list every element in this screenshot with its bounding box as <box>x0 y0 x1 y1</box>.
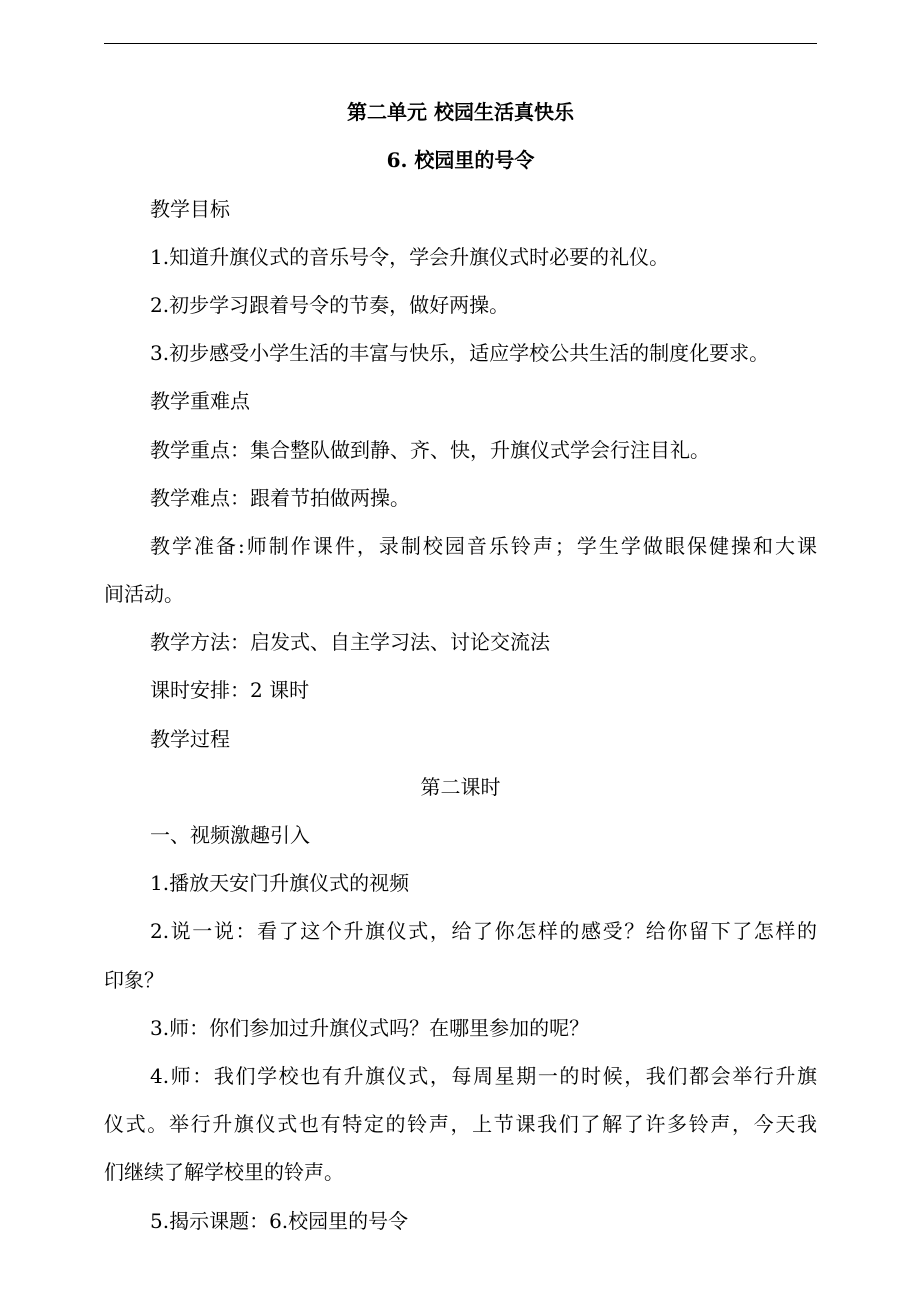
paragraph-line: 仪式。举行升旗仪式也有特定的铃声，上节课我们了解了许多铃声，今天我 <box>104 1112 817 1136</box>
section-heading-process: 教学过程 <box>150 727 230 751</box>
paragraph: 3.初步感受小学生活的丰富与快乐，适应学校公共生活的制度化要求。 <box>150 341 770 365</box>
paragraph-line: 2.说一说：看了这个升旗仪式，给了你怎样的感受？给你留下了怎样的 <box>150 919 817 943</box>
paragraph-line: 教学准备:师制作课件，录制校园音乐铃声；学生学做眼保健操和大课 <box>150 534 817 558</box>
paragraph: 教学难点：跟着节拍做两操。 <box>150 486 410 510</box>
unit-title: 第二单元 校园生活真快乐 <box>347 100 574 124</box>
paragraph-line: 4.师：我们学校也有升旗仪式，每周星期一的时候，我们都会举行升旗 <box>150 1064 817 1088</box>
header-rule <box>104 43 817 44</box>
paragraph: 1.播放天安门升旗仪式的视频 <box>150 871 410 895</box>
subsection-heading: 一、视频激趣引入 <box>150 823 310 847</box>
section-heading-objectives: 教学目标 <box>150 197 230 221</box>
paragraph: 2.初步学习跟着号令的节奏，做好两操。 <box>150 293 510 317</box>
paragraph-line: 印象？ <box>104 968 164 992</box>
paragraph-line: 间活动。 <box>104 582 184 606</box>
paragraph: 教学重点：集合整队做到静、齐、快，升旗仪式学会行注目礼。 <box>150 438 710 462</box>
lesson-title: 6. 校园里的号令 <box>386 148 535 172</box>
paragraph-line: 们继续了解学校里的铃声。 <box>104 1160 344 1184</box>
paragraph: 3.师：你们参加过升旗仪式吗？在哪里参加的呢？ <box>150 1016 590 1040</box>
paragraph: 教学方法：启发式、自主学习法、讨论交流法 <box>150 630 550 654</box>
paragraph: 5.揭示课题：6.校园里的号令 <box>150 1209 409 1233</box>
paragraph: 课时安排：2 课时 <box>150 678 310 702</box>
section-heading-key-points: 教学重难点 <box>150 389 250 413</box>
paragraph: 1.知道升旗仪式的音乐号令，学会升旗仪式时必要的礼仪。 <box>150 245 670 269</box>
session-heading: 第二课时 <box>420 775 501 799</box>
